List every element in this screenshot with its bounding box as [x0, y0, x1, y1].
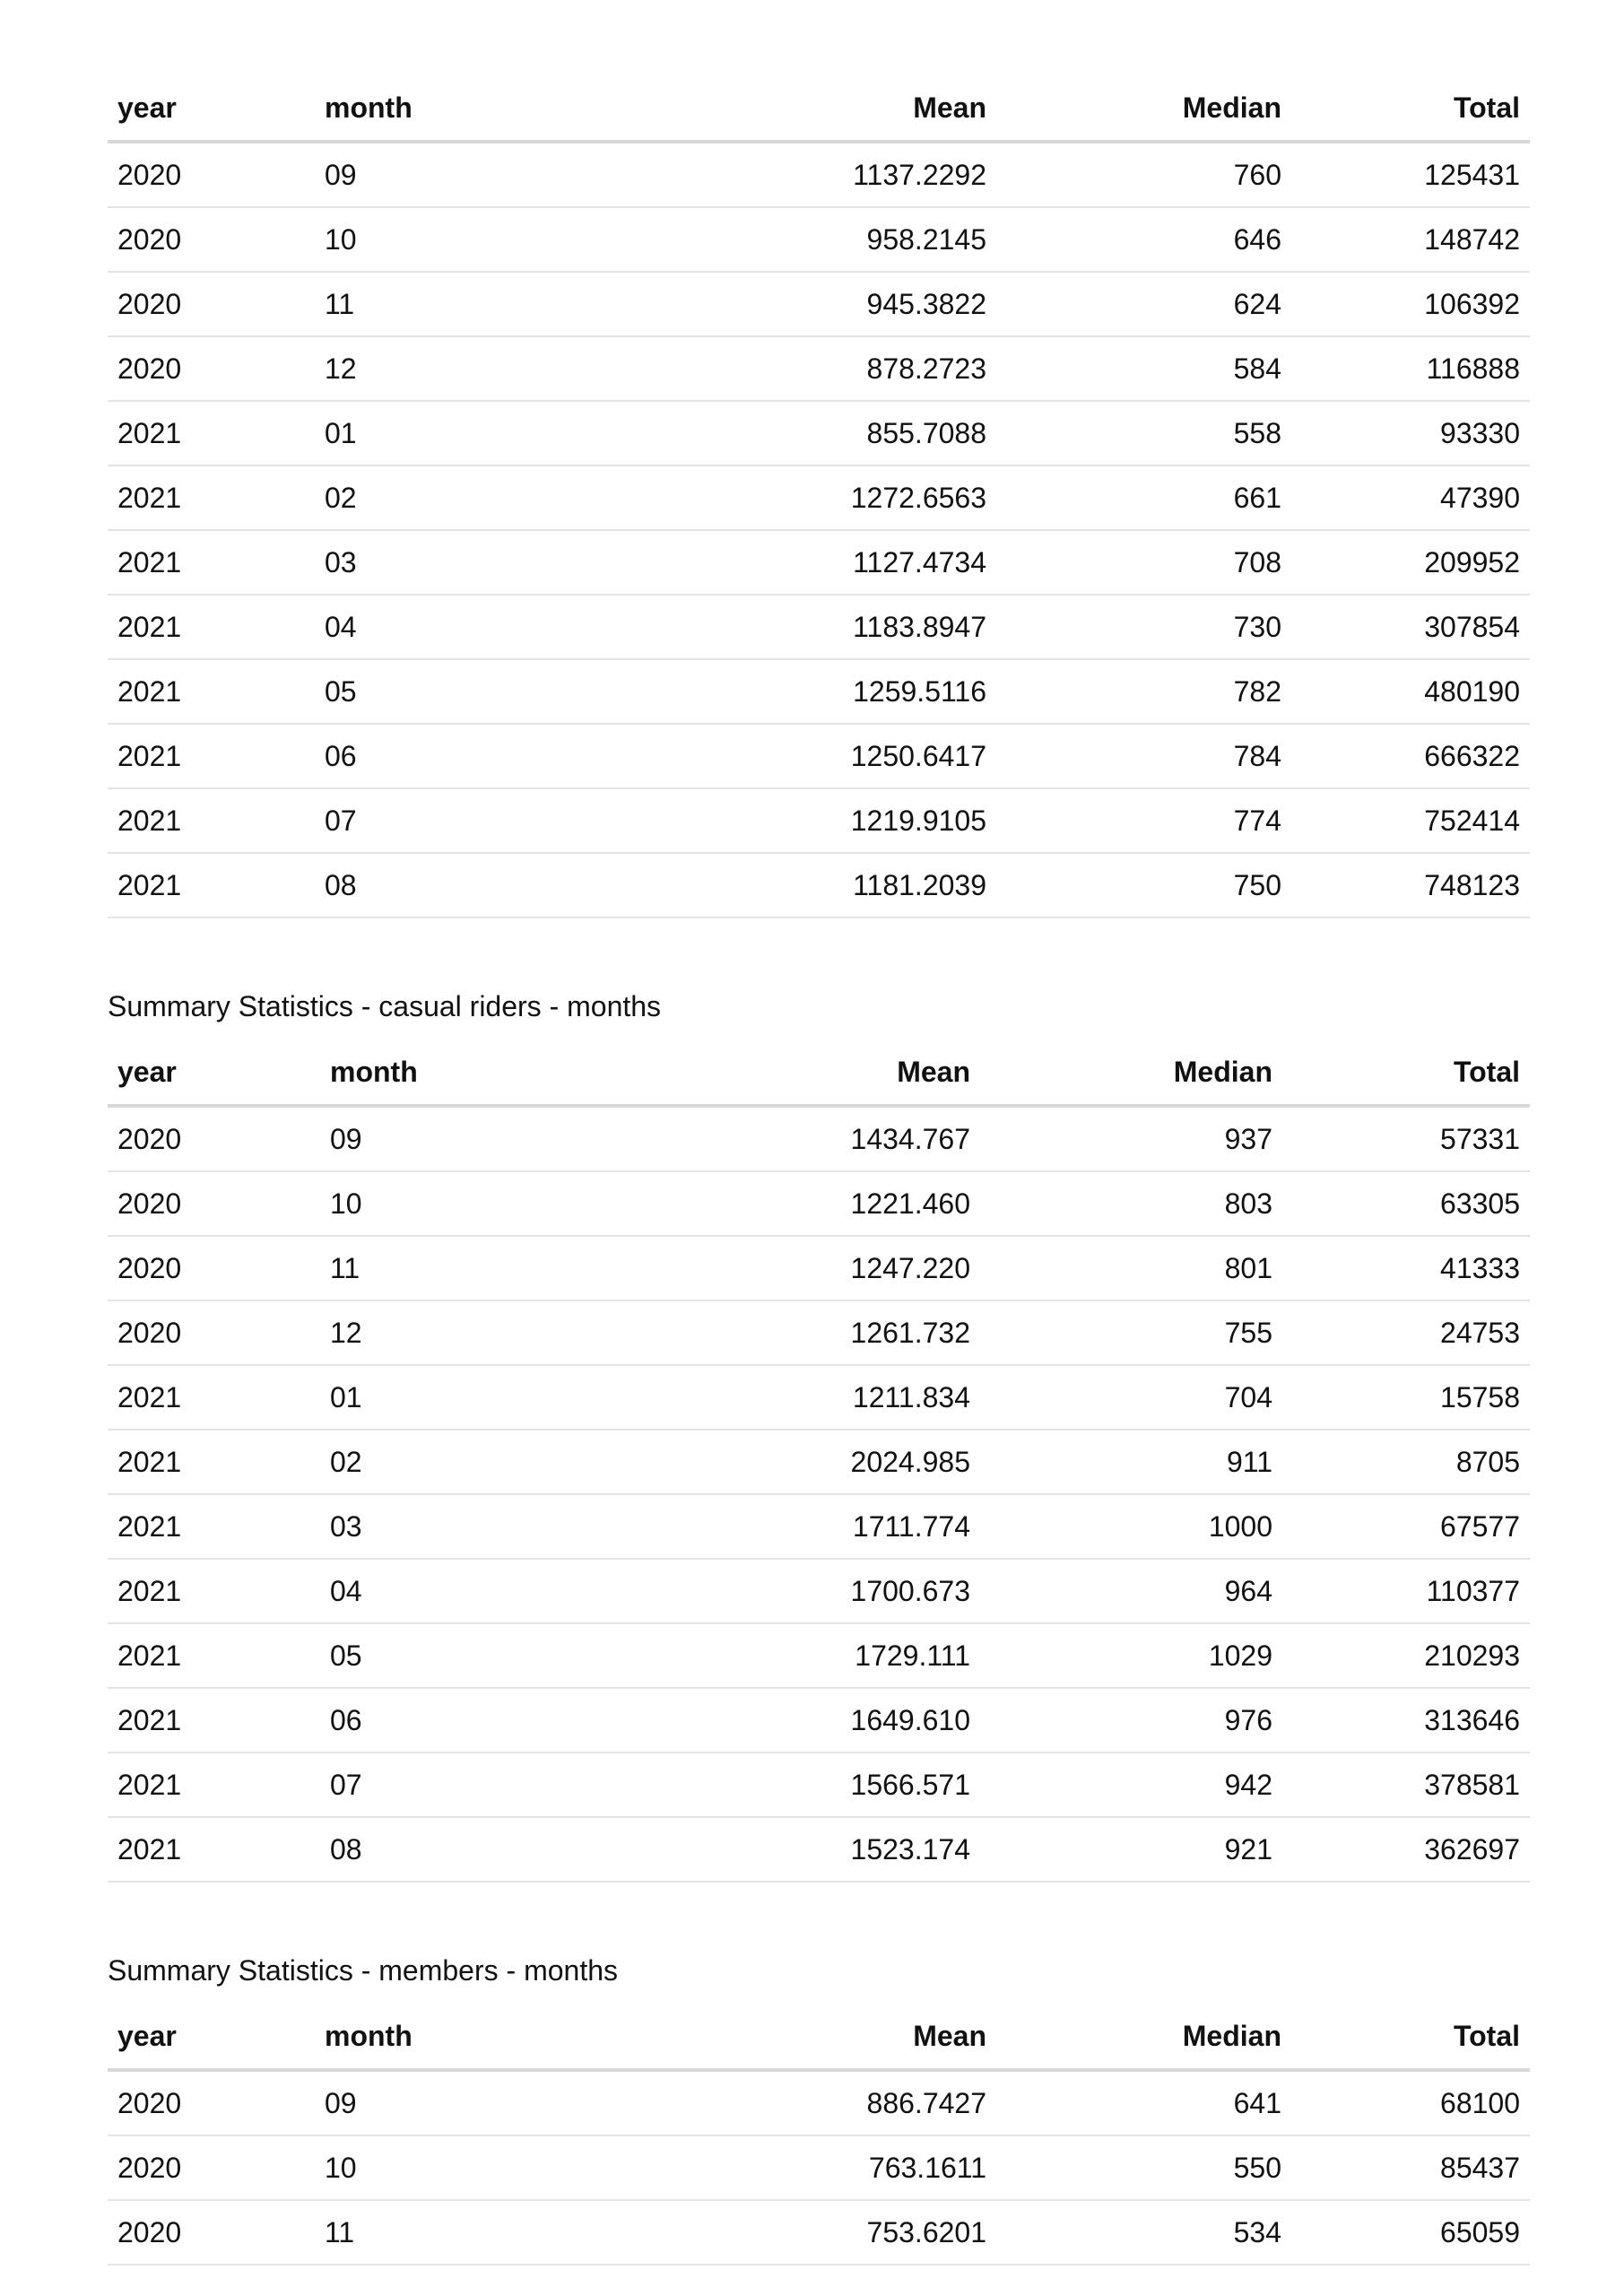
header-total: Total [1282, 1039, 1530, 1106]
cell-month: 06 [315, 724, 613, 788]
cell-median: 704 [980, 1365, 1282, 1430]
header-total: Total [1291, 75, 1530, 142]
cell-mean: 878.2723 [613, 336, 996, 401]
cell-year: 2020 [108, 2135, 315, 2200]
cell-total: 85437 [1291, 2135, 1530, 2200]
cell-month: 02 [315, 465, 613, 530]
cell-total: 110377 [1282, 1559, 1530, 1623]
table-row [108, 1365, 1530, 1430]
cell-total: 209952 [1291, 530, 1530, 595]
header-median: Median [980, 1039, 1282, 1106]
cell-month: 05 [320, 1623, 616, 1688]
cell-median: 708 [996, 530, 1291, 595]
cell-mean: 1183.8947 [613, 595, 996, 659]
cell-month: 11 [315, 2200, 613, 2265]
cell-mean: 753.6201 [613, 2200, 996, 2265]
cell-year: 2021 [108, 659, 315, 724]
cell-year: 2020 [108, 336, 315, 401]
table-row [108, 530, 1530, 595]
cell-year: 2021 [108, 1430, 320, 1494]
cell-mean: 1700.673 [616, 1559, 980, 1623]
summary-table [108, 75, 1530, 918]
cell-median: 1000 [980, 1494, 1282, 1559]
cell-mean: 1261.732 [616, 1300, 980, 1365]
cell-month: 04 [315, 595, 613, 659]
cell-total: 148742 [1291, 207, 1530, 272]
cell-total: 41333 [1282, 1236, 1530, 1300]
header-year: year [108, 75, 315, 142]
cell-year: 2020 [108, 1236, 320, 1300]
cell-year: 2021 [108, 724, 315, 788]
cell-median: 942 [980, 1752, 1282, 1817]
cell-year: 2020 [108, 2070, 315, 2135]
cell-median: 911 [980, 1430, 1282, 1494]
cell-total: 125431 [1291, 142, 1530, 207]
cell-mean: 763.1611 [613, 2135, 996, 2200]
cell-mean: 1127.4734 [613, 530, 996, 595]
table-row [108, 272, 1530, 336]
cell-total: 362697 [1282, 1817, 1530, 1882]
cell-year: 2020 [108, 1300, 320, 1365]
cell-median: 624 [996, 272, 1291, 336]
header-month: month [320, 1039, 616, 1106]
cell-mean: 1566.571 [616, 1752, 980, 1817]
casual-riders-table-section [108, 918, 1530, 1883]
cell-total: 752414 [1291, 788, 1530, 853]
cell-median: 641 [996, 2070, 1291, 2135]
table-row [108, 1559, 1530, 1623]
cell-total: 67577 [1282, 1494, 1530, 1559]
cell-total: 68100 [1291, 2070, 1530, 2135]
cell-month: 08 [320, 1817, 616, 1882]
cell-year: 2021 [108, 1494, 320, 1559]
members-table-section [108, 1883, 1530, 2266]
cell-year: 2021 [108, 530, 315, 595]
header-mean: Mean [613, 2004, 996, 2070]
cell-median: 584 [996, 336, 1291, 401]
table-caption: Summary Statistics - casual riders - months [108, 990, 662, 1022]
cell-month: 09 [315, 2070, 613, 2135]
cell-mean: 1219.9105 [613, 788, 996, 853]
header-month: month [315, 75, 613, 142]
cell-month: 09 [320, 1106, 616, 1171]
cell-month: 04 [320, 1559, 616, 1623]
cell-year: 2020 [108, 1106, 320, 1171]
cell-month: 05 [315, 659, 613, 724]
cell-median: 730 [996, 595, 1291, 659]
cell-year: 2021 [108, 1623, 320, 1688]
cell-mean: 1711.774 [616, 1494, 980, 1559]
cell-mean: 1211.834 [616, 1365, 980, 1430]
cell-year: 2021 [108, 1688, 320, 1752]
cell-mean: 1181.2039 [613, 853, 996, 918]
cell-median: 801 [980, 1236, 1282, 1300]
cell-month: 10 [320, 1171, 616, 1236]
table-row [108, 853, 1530, 918]
cell-total: 210293 [1282, 1623, 1530, 1688]
cell-year: 2020 [108, 2200, 315, 2265]
cell-mean: 886.7427 [613, 2070, 996, 2135]
cell-median: 646 [996, 207, 1291, 272]
cell-median: 784 [996, 724, 1291, 788]
table-row [108, 1817, 1530, 1882]
cell-mean: 1523.174 [616, 1817, 980, 1882]
members-table [108, 2004, 1530, 2266]
cell-total: 47390 [1291, 465, 1530, 530]
table-row [108, 659, 1530, 724]
cell-month: 11 [315, 272, 613, 336]
table-caption: Summary Statistics - members - months [108, 1954, 618, 1987]
casual-riders-table [108, 1039, 1530, 1883]
cell-total: 8705 [1282, 1430, 1530, 1494]
cell-median: 755 [980, 1300, 1282, 1365]
cell-month: 07 [315, 788, 613, 853]
table-row [108, 1300, 1530, 1365]
cell-mean: 945.3822 [613, 272, 996, 336]
table-row [108, 1688, 1530, 1752]
cell-year: 2020 [108, 1171, 320, 1236]
table-row [108, 401, 1530, 465]
cell-month: 11 [320, 1236, 616, 1300]
cell-median: 937 [980, 1106, 1282, 1171]
header-year: year [108, 2004, 315, 2070]
table-row [108, 788, 1530, 853]
cell-total: 313646 [1282, 1688, 1530, 1752]
table-row [108, 1623, 1530, 1688]
cell-median: 750 [996, 853, 1291, 918]
table-row [108, 336, 1530, 401]
cell-mean: 855.7088 [613, 401, 996, 465]
table-header-row [108, 75, 1530, 142]
cell-year: 2021 [108, 465, 315, 530]
cell-month: 10 [315, 207, 613, 272]
header-median: Median [996, 75, 1291, 142]
cell-month: 10 [315, 2135, 613, 2200]
cell-year: 2020 [108, 272, 315, 336]
cell-total: 65059 [1291, 2200, 1530, 2265]
cell-month: 07 [320, 1752, 616, 1817]
table-row [108, 1494, 1530, 1559]
cell-mean: 958.2145 [613, 207, 996, 272]
table-row [108, 1171, 1530, 1236]
table-row [108, 207, 1530, 272]
header-month: month [315, 2004, 613, 2070]
cell-total: 57331 [1282, 1106, 1530, 1171]
cell-mean: 1272.6563 [613, 465, 996, 530]
table-row [108, 2200, 1530, 2265]
table-header-row [108, 1039, 1530, 1106]
cell-month: 02 [320, 1430, 616, 1494]
cell-year: 2020 [108, 207, 315, 272]
table-row [108, 724, 1530, 788]
cell-year: 2021 [108, 1752, 320, 1817]
header-total: Total [1291, 2004, 1530, 2070]
cell-total: 666322 [1291, 724, 1530, 788]
header-mean: Mean [613, 75, 996, 142]
table-row [108, 1430, 1530, 1494]
cell-month: 03 [320, 1494, 616, 1559]
table-row [108, 1752, 1530, 1817]
cell-total: 480190 [1291, 659, 1530, 724]
cell-total: 116888 [1291, 336, 1530, 401]
cell-total: 106392 [1291, 272, 1530, 336]
cell-median: 661 [996, 465, 1291, 530]
cell-mean: 1221.460 [616, 1171, 980, 1236]
cell-total: 63305 [1282, 1171, 1530, 1236]
cell-year: 2021 [108, 401, 315, 465]
cell-month: 06 [320, 1688, 616, 1752]
cell-total: 93330 [1291, 401, 1530, 465]
page [108, 75, 1530, 2266]
table-row [108, 2135, 1530, 2200]
header-median: Median [996, 2004, 1291, 2070]
cell-median: 558 [996, 401, 1291, 465]
table-header-row [108, 2004, 1530, 2070]
cell-median: 760 [996, 142, 1291, 207]
cell-median: 976 [980, 1688, 1282, 1752]
cell-median: 964 [980, 1559, 1282, 1623]
table-row [108, 1106, 1530, 1171]
cell-total: 24753 [1282, 1300, 1530, 1365]
cell-total: 378581 [1282, 1752, 1530, 1817]
cell-month: 12 [320, 1300, 616, 1365]
cell-month: 12 [315, 336, 613, 401]
cell-median: 1029 [980, 1623, 1282, 1688]
cell-median: 782 [996, 659, 1291, 724]
cell-year: 2021 [108, 1817, 320, 1882]
cell-year: 2021 [108, 1365, 320, 1430]
cell-median: 803 [980, 1171, 1282, 1236]
cell-month: 01 [315, 401, 613, 465]
table-row [108, 1236, 1530, 1300]
cell-mean: 1250.6417 [613, 724, 996, 788]
summary-table-section [108, 75, 1530, 918]
cell-month: 01 [320, 1365, 616, 1430]
cell-median: 550 [996, 2135, 1291, 2200]
cell-year: 2021 [108, 595, 315, 659]
cell-mean: 1137.2292 [613, 142, 996, 207]
cell-month: 03 [315, 530, 613, 595]
cell-year: 2021 [108, 1559, 320, 1623]
cell-median: 921 [980, 1817, 1282, 1882]
cell-mean: 1434.767 [616, 1106, 980, 1171]
cell-mean: 1247.220 [616, 1236, 980, 1300]
table-row [108, 465, 1530, 530]
header-year: year [108, 1039, 320, 1106]
cell-month: 09 [315, 142, 613, 207]
cell-mean: 1729.111 [616, 1623, 980, 1688]
table-row [108, 142, 1530, 207]
cell-year: 2021 [108, 788, 315, 853]
cell-median: 534 [996, 2200, 1291, 2265]
cell-mean: 1259.5116 [613, 659, 996, 724]
cell-year: 2020 [108, 142, 315, 207]
cell-month: 08 [315, 853, 613, 918]
table-row [108, 2070, 1530, 2135]
cell-median: 774 [996, 788, 1291, 853]
cell-total: 15758 [1282, 1365, 1530, 1430]
cell-mean: 1649.610 [616, 1688, 980, 1752]
header-mean: Mean [616, 1039, 980, 1106]
cell-mean: 2024.985 [616, 1430, 980, 1494]
table-row [108, 595, 1530, 659]
cell-total: 748123 [1291, 853, 1530, 918]
cell-year: 2021 [108, 853, 315, 918]
cell-total: 307854 [1291, 595, 1530, 659]
